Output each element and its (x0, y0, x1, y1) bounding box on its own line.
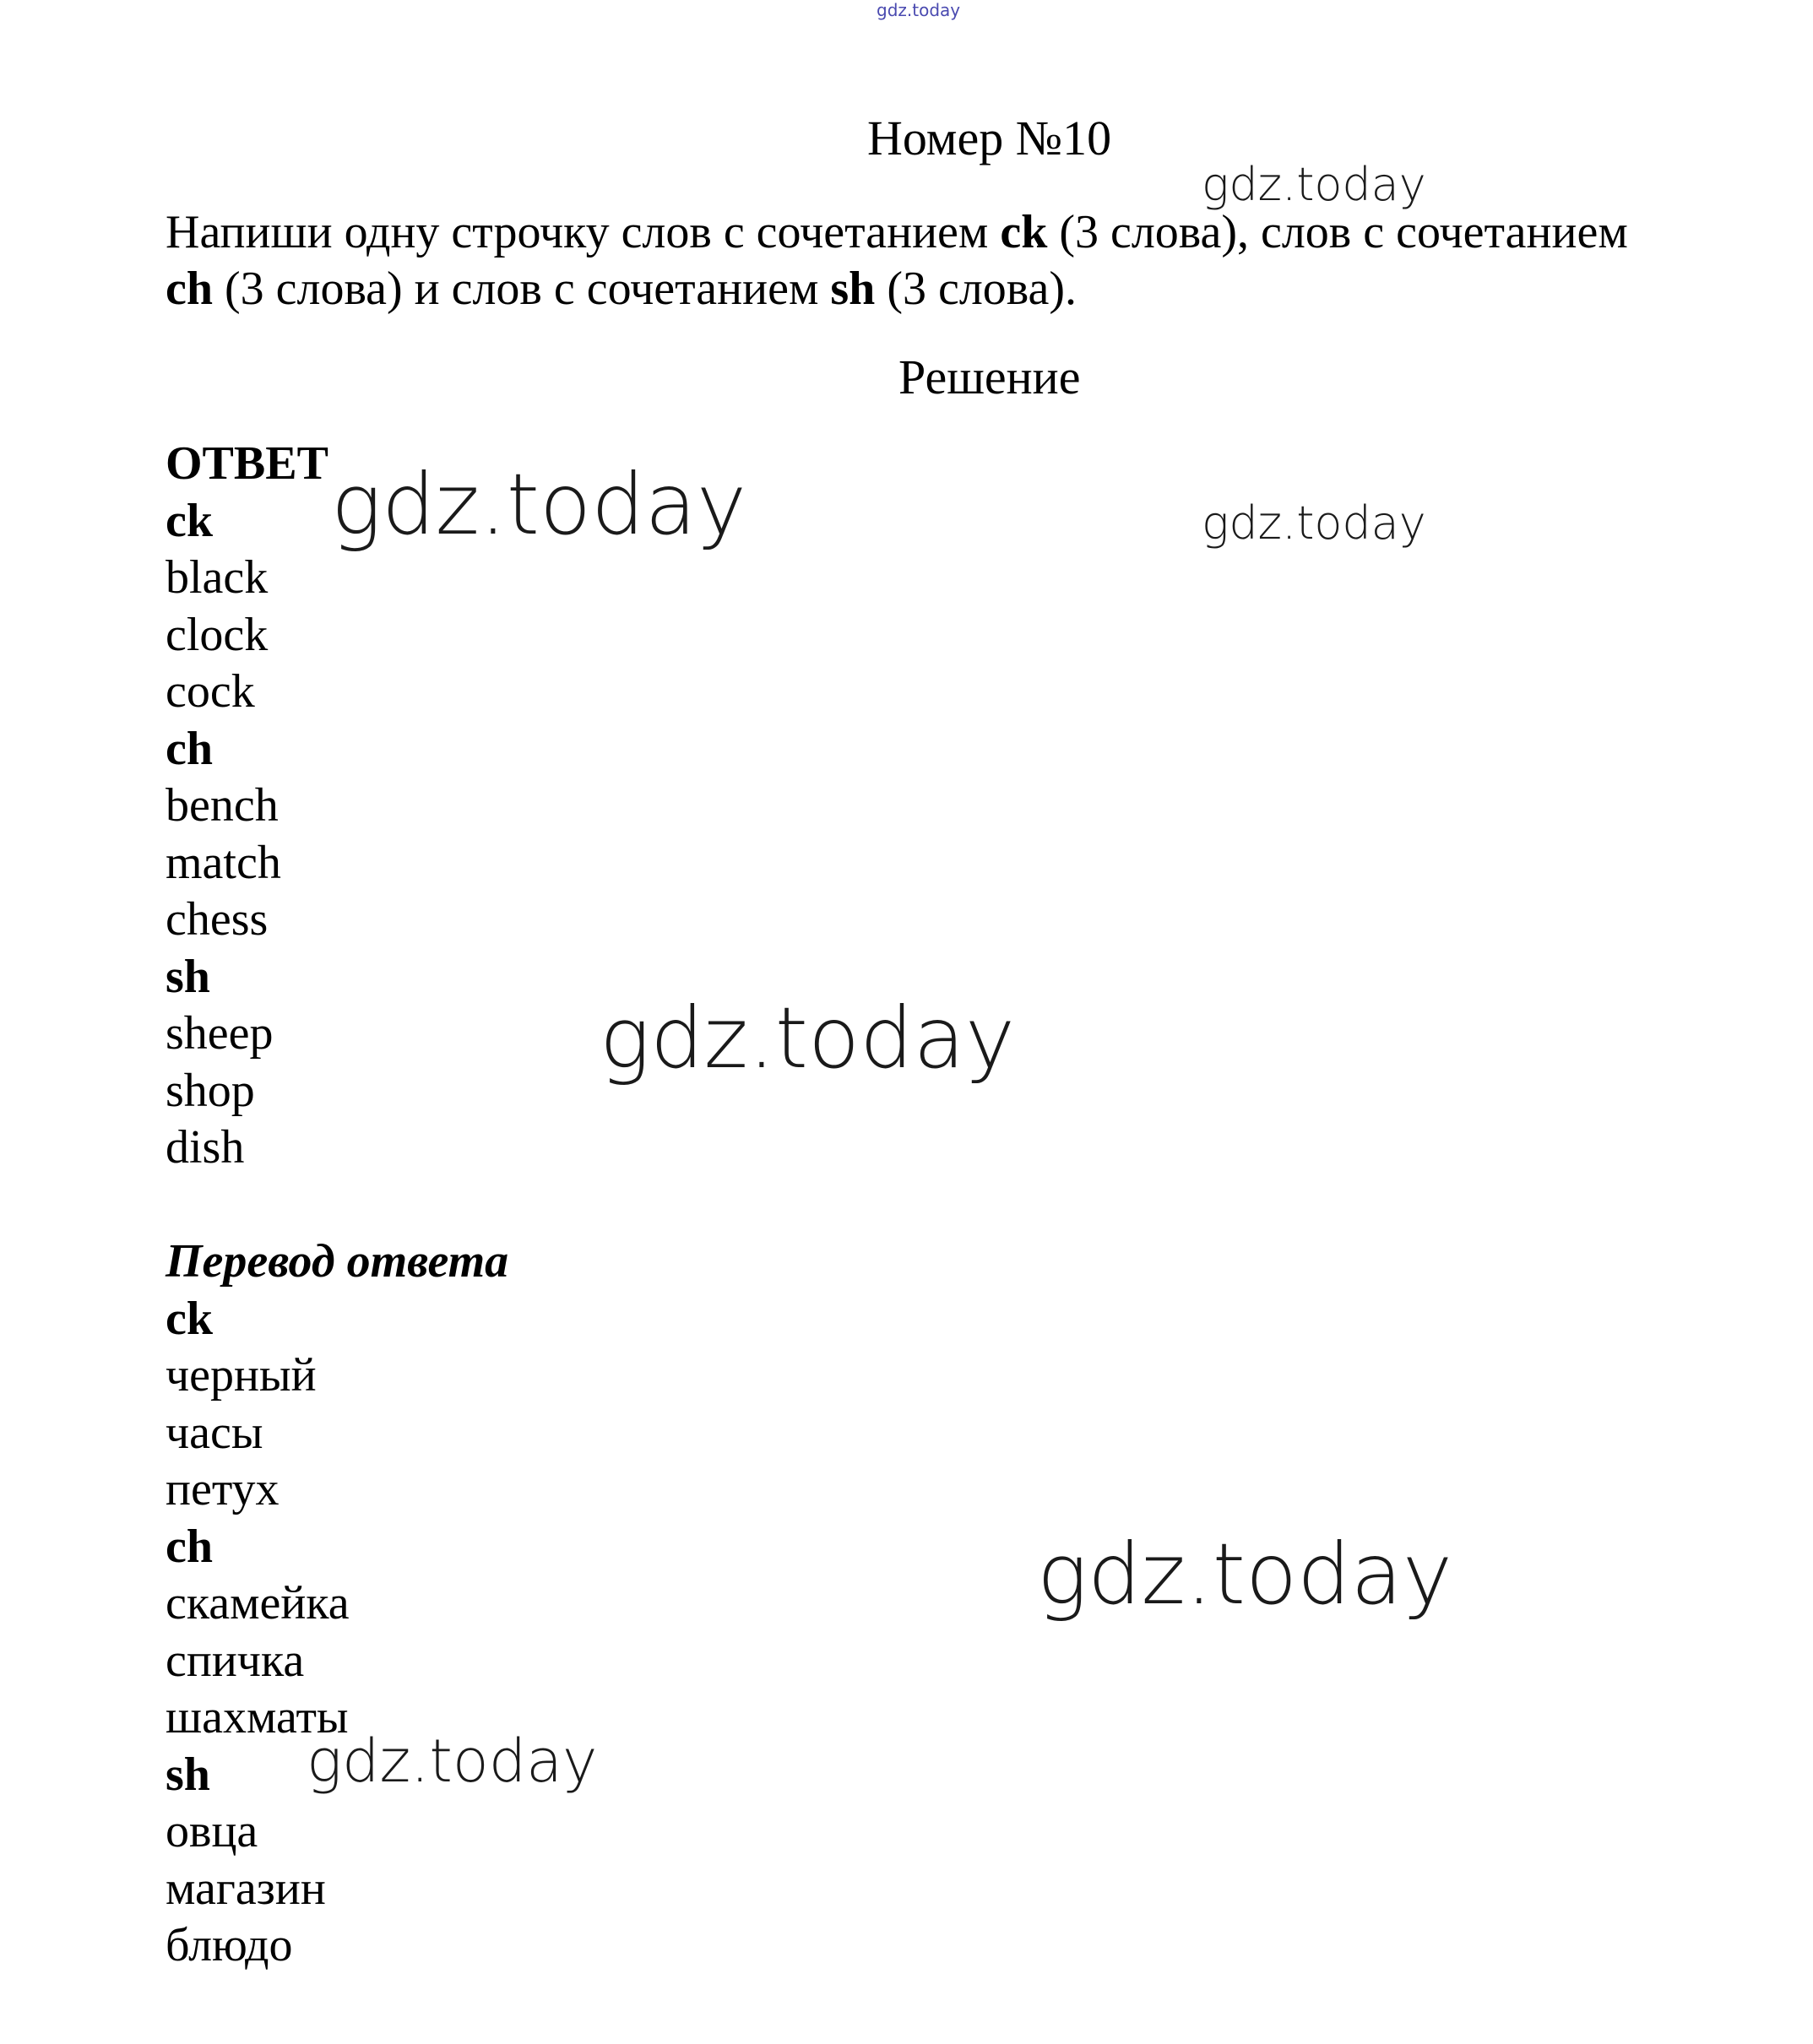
solution-label: Решение (898, 350, 1081, 404)
answer-section (166, 436, 328, 1177)
translation-word: шахматы (166, 1691, 349, 1743)
translation-word: петух (166, 1463, 280, 1515)
translation-word: черный (166, 1349, 317, 1402)
watermark: gdz.today (307, 1727, 598, 1796)
task-bold-sh: sh (830, 263, 876, 315)
task-bold-ch: ch (166, 263, 213, 315)
answer-word: black (166, 551, 269, 604)
translation-word: скамейка (166, 1577, 350, 1629)
watermark: gdz.today (1202, 496, 1426, 550)
task-part-3: (3 слова) и слов с сочетанием (213, 263, 831, 315)
answer-word: bench (166, 779, 279, 832)
answer-word: cock (166, 665, 255, 718)
answer-group-label: sh (166, 950, 210, 1003)
translation-word: овца (166, 1805, 258, 1857)
task-part-2: (3 слова), слов с сочетанием (1047, 206, 1628, 258)
translation-heading: Перевод ответа (166, 1235, 509, 1288)
watermark: gdz.today (1202, 158, 1426, 211)
answer-word: clock (166, 608, 269, 661)
answer-group-label: ch (166, 722, 213, 775)
translation-word: блюдо (166, 1919, 293, 1971)
answer-word: match (166, 836, 281, 889)
answer-group-label: ck (166, 494, 213, 547)
translation-group-label: sh (166, 1748, 210, 1801)
translation-word: спичка (166, 1634, 305, 1687)
watermark: gdz.today (600, 989, 1016, 1087)
translation-group-label: ch (166, 1520, 213, 1573)
task-bold-ck: ck (1000, 206, 1048, 258)
answer-word: chess (166, 893, 269, 946)
watermark: gdz.today (331, 455, 747, 554)
watermark: gdz.today (1037, 1525, 1453, 1624)
task-text (166, 204, 1669, 317)
translation-word: часы (166, 1406, 263, 1459)
task-part-4: (3 слова). (875, 263, 1077, 315)
answer-word: sheep (166, 1007, 274, 1060)
page-title: Номер №10 (867, 111, 1112, 165)
answer-word: dish (166, 1121, 245, 1174)
translation-group-label: ck (166, 1292, 213, 1345)
task-part-1: Напиши одну строчку слов с сочетанием (166, 206, 1001, 258)
answer-heading: ОТВЕТ (166, 437, 328, 490)
translation-section (166, 1233, 508, 1975)
watermark-top: gdz.today (877, 0, 961, 20)
translation-word: магазин (166, 1862, 326, 1915)
answer-word: shop (166, 1064, 255, 1117)
